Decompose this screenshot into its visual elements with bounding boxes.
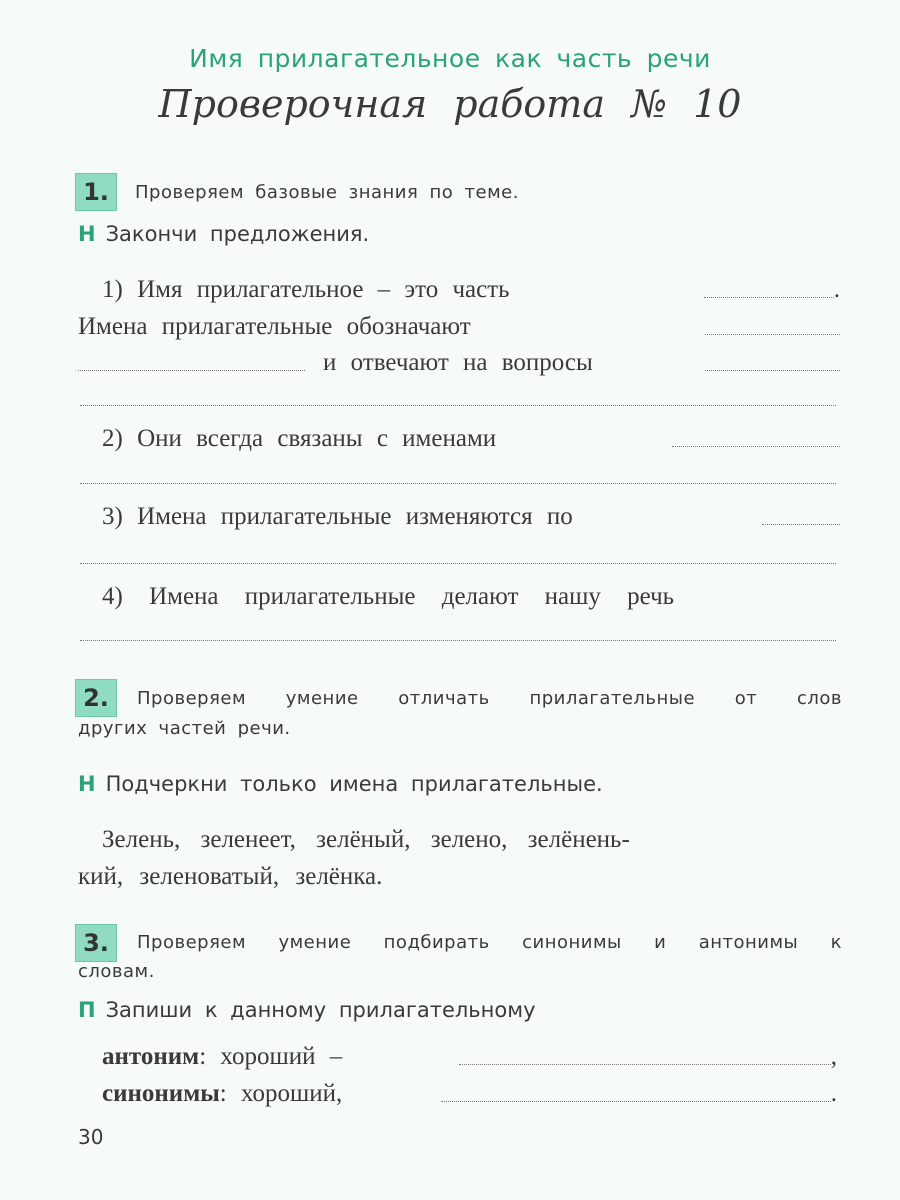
item2-line bbox=[78, 425, 840, 453]
task3-description-2: словам. bbox=[78, 961, 155, 982]
synonym-label: синонимы bbox=[102, 1080, 220, 1107]
antonym-label: антоним bbox=[102, 1043, 200, 1070]
antonym-text: : хороший – bbox=[199, 1043, 343, 1070]
item1-text-2: Имена прилагательные обозначают bbox=[78, 313, 471, 340]
answer-blank[interactable] bbox=[705, 369, 840, 371]
answer-line[interactable] bbox=[80, 640, 836, 641]
instruction-text: Подчеркни только имена прилагательные. bbox=[105, 772, 603, 796]
item1-text: 1) Имя прилагательное – это часть bbox=[102, 276, 510, 303]
answer-blank[interactable] bbox=[762, 523, 840, 525]
task1-description: Проверяем базовые знания по теме. bbox=[135, 182, 519, 203]
page-number: 30 bbox=[78, 1125, 104, 1149]
task-number-1: 1. bbox=[75, 173, 117, 211]
level-mark: П bbox=[78, 998, 96, 1022]
task2-description-2: других частей речи. bbox=[78, 718, 291, 739]
item1-line1 bbox=[78, 276, 840, 304]
item1-text-3: и отвечают на вопросы bbox=[323, 349, 593, 376]
task-number-2: 2. bbox=[75, 679, 117, 717]
answer-line[interactable] bbox=[80, 483, 836, 484]
topic-heading: Имя прилагательное как часть речи bbox=[189, 44, 711, 73]
antonym-line bbox=[102, 1043, 837, 1071]
task-number-3: 3. bbox=[75, 924, 117, 962]
comma: , bbox=[830, 1043, 837, 1070]
item1-line3 bbox=[78, 349, 840, 377]
words-text[interactable]: кий, зеленоватый, зелёнка. bbox=[78, 863, 383, 890]
answer-blank[interactable] bbox=[704, 296, 834, 298]
level-mark: Н bbox=[78, 772, 96, 796]
level-mark: Н bbox=[78, 222, 96, 246]
answer-line[interactable] bbox=[80, 405, 836, 406]
task2-description-1: Проверяем умение отличать прилагательные от слов bbox=[137, 688, 842, 709]
synonym-line bbox=[102, 1080, 837, 1108]
task1-instruction bbox=[78, 222, 369, 246]
item1-line2 bbox=[78, 313, 840, 341]
task3-description-1: Проверяем умение подбирать синонимы и антонимы к bbox=[137, 932, 842, 953]
instruction-text: Закончи предложения. bbox=[105, 222, 370, 246]
synonym-blank[interactable] bbox=[441, 1100, 831, 1102]
answer-blank[interactable] bbox=[78, 369, 305, 371]
words-line-2 bbox=[78, 863, 840, 891]
words-line-1 bbox=[78, 826, 840, 854]
item4-text: 4) Имена прилагательные делают нашу речь bbox=[102, 583, 675, 610]
item3-text: 3) Имена прилагательные изменяются по bbox=[102, 503, 573, 530]
synonym-text: : хороший, bbox=[219, 1080, 343, 1107]
answer-blank[interactable] bbox=[705, 333, 840, 335]
antonym-blank[interactable] bbox=[459, 1063, 831, 1065]
period: . bbox=[833, 276, 840, 303]
words-text[interactable]: Зелень, зеленеет, зелёный, зелено, зелёнень- bbox=[102, 826, 630, 853]
period: . bbox=[830, 1080, 837, 1107]
page-title: Проверочная работа № 10 bbox=[158, 82, 742, 126]
item4-line bbox=[78, 583, 840, 611]
task2-instruction bbox=[78, 772, 603, 796]
task3-instruction bbox=[78, 998, 536, 1022]
answer-line[interactable] bbox=[80, 563, 836, 564]
instruction-text: Запиши к данному прилагательному bbox=[105, 998, 536, 1022]
item3-line bbox=[78, 503, 840, 531]
answer-blank[interactable] bbox=[672, 445, 840, 447]
item2-text: 2) Они всегда связаны с именами bbox=[102, 425, 497, 452]
